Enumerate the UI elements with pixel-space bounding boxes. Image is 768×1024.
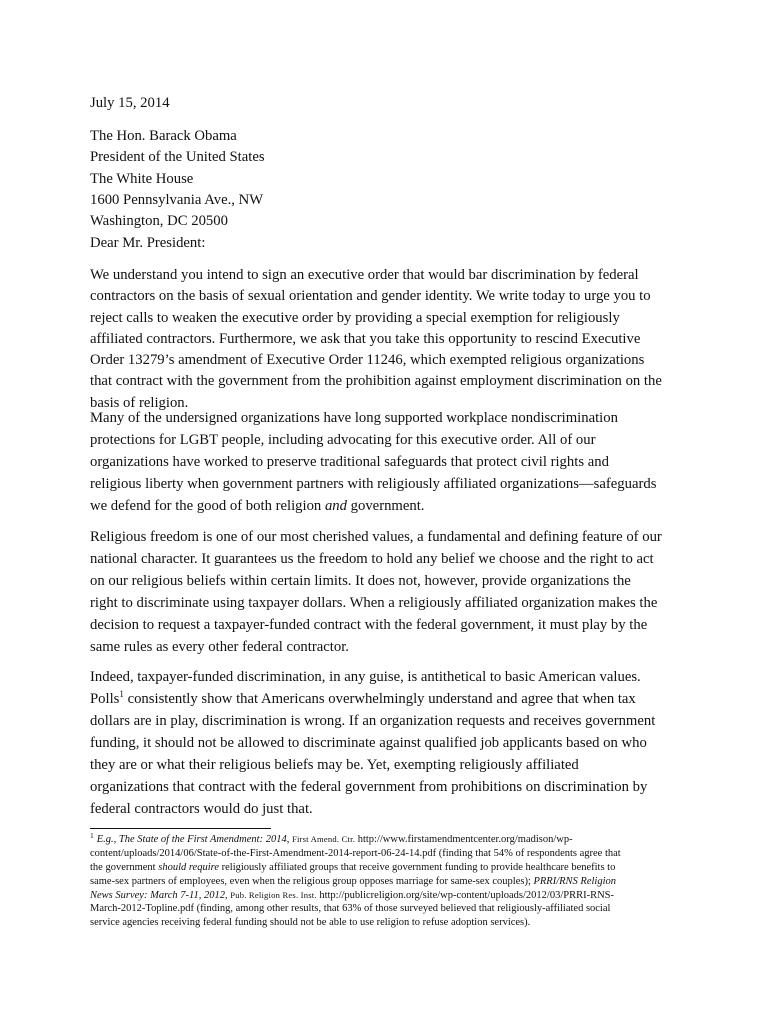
paragraph-line: dollars are in play, discrimination is wrong. If an organization requests and receives government	[90, 713, 656, 729]
paragraph-line	[90, 495, 690, 517]
salutation-line: Dear Mr. President:	[90, 235, 206, 251]
paragraph-line: religious liberty when government partners with religiously affiliated organizations—safeguards	[90, 476, 657, 492]
address-line: Washington, DC 20500	[90, 213, 228, 230]
text-run: government.	[346, 498, 425, 514]
paragraph-2	[90, 407, 690, 517]
paragraph-line: organizations that contract with the federal government from prohibitions on discrimination by	[90, 779, 648, 795]
footnote-marker: 1	[90, 830, 94, 840]
address-line: The White House	[90, 170, 194, 187]
paragraph-line: Order 13279’s amendment of Executive Order 11246, which exempted religious organizations	[90, 352, 645, 369]
paragraph-line: Many of the undersigned organizations have long supported workplace nondiscrimination	[90, 410, 618, 426]
address-line: The Hon. Barack Obama	[90, 128, 237, 144]
paragraph-line: reject calls to weaken the executive order by providing a special exemption for religiously	[90, 309, 620, 326]
paragraph-line: affiliated contractors. Furthermore, we ask that you take this opportunity to rescind Executive	[90, 330, 641, 347]
paragraph-1	[90, 265, 690, 414]
date-line: July 15, 2014	[90, 95, 170, 111]
source-title: PRRI/RNS Religion	[533, 875, 617, 887]
emphasis: E.g.	[96, 834, 114, 845]
emphasis: should require	[158, 861, 219, 873]
paragraph-line: they are or what their religious beliefs may be. Yet, exempting religiously affiliated	[90, 757, 579, 773]
paragraph-line	[90, 688, 690, 710]
text-run: the government	[90, 861, 159, 873]
paragraph-line: right to discriminate using taxpayer dollars. When a religiously affiliated organization makes the	[90, 595, 658, 611]
emphasis: and	[324, 498, 347, 514]
text-run: religiously affiliated groups that receive government funding to provide healthcare benefits to	[219, 861, 616, 873]
footnote-line	[90, 875, 690, 889]
paragraph-line: federal contractors would do just that.	[90, 801, 313, 817]
footnote-reference[interactable]: 1	[119, 689, 124, 700]
paragraph-3	[90, 526, 690, 658]
source-org: First Amend. Ctr.	[291, 834, 356, 844]
paragraph-4	[90, 666, 690, 820]
paragraph-line: protections for LGBT people, including advocating for this executive order. All of our	[90, 432, 596, 448]
footnote	[90, 830, 690, 930]
paragraph-line: organizations have worked to preserve traditional safeguards that protect civil rights and	[90, 454, 609, 470]
source-title: The State of the First Amendment: 2014	[118, 834, 287, 845]
salutation	[90, 233, 690, 254]
text-run: ,	[286, 834, 292, 845]
paragraph-line: basis of religion.	[90, 394, 189, 411]
text-run: same-sex partners of employees, even when the religious group opposes marriage for same-sex couples);	[90, 875, 534, 887]
paragraph-line: that contract with the government from the prohibition against employment discrimination on the	[90, 373, 662, 390]
footnote-line: service agencies receiving federal funding should not be able to use religion to refuse adoption services).	[90, 917, 531, 929]
letter-date	[90, 93, 690, 114]
address-line: 1600 Pennsylvania Ave., NW	[90, 191, 264, 208]
paragraph-line: Religious freedom is one of our most cherished values, a fundamental and defining feature of our	[90, 529, 662, 545]
url-text[interactable]: http://publicreligion.org/site/wp-content/uploads/2012/03/PRRI-RNS-	[316, 889, 615, 901]
footnote-line	[90, 889, 690, 903]
address-line: President of the United States	[90, 149, 265, 166]
paragraph-line: same rules as every other federal contractor.	[90, 639, 349, 655]
paragraph-line: on our religious beliefs within certain limits. It does not, however, provide organizations the	[90, 573, 631, 589]
recipient-address	[90, 126, 690, 232]
paragraph-line: Indeed, taxpayer-funded discrimination, in any guise, is antithetical to basic American values.	[90, 669, 641, 685]
paragraph-line: contractors on the basis of sexual orientation and gender identity. We write today to urge you to	[90, 288, 651, 305]
footnote-line	[90, 861, 690, 875]
paragraph-line: national character. It guarantees us the freedom to hold any belief we choose and the right to act	[90, 551, 654, 567]
footnote-line	[90, 830, 690, 847]
text-run: we defend for the good of both religion	[90, 498, 325, 514]
source-title: News Survey: March 7-11, 2012	[90, 889, 226, 901]
text-run: ,	[113, 834, 119, 845]
text-run: consistently show that Americans overwhelmingly understand and agree that when tax	[123, 691, 636, 707]
text-run: ,	[225, 889, 231, 901]
paragraph-line: decision to request a taxpayer-funded contract with the federal government, it must play by the	[90, 617, 648, 633]
footnote-line: content/uploads/2014/06/State-of-the-First-Amendment-2014-report-06-24-14.pdf (finding that 54% of respondents agree that	[90, 847, 621, 859]
footnote-line: March-2012-Topline.pdf (finding, among other results, that 63% of those surveyed believed that religiously-affiliated social	[90, 903, 611, 915]
source-org: Pub. Religion Res. Inst.	[230, 889, 317, 900]
footnote-divider	[90, 828, 271, 829]
paragraph-line: funding, it should not be allowed to discriminate against qualified job applicants based on who	[90, 735, 647, 751]
url-text[interactable]: http://www.firstamendmentcenter.org/madison/wp-	[355, 834, 573, 845]
text-run: Polls	[90, 691, 120, 707]
paragraph-line: We understand you intend to sign an executive order that would bar discrimination by federal	[90, 267, 639, 283]
